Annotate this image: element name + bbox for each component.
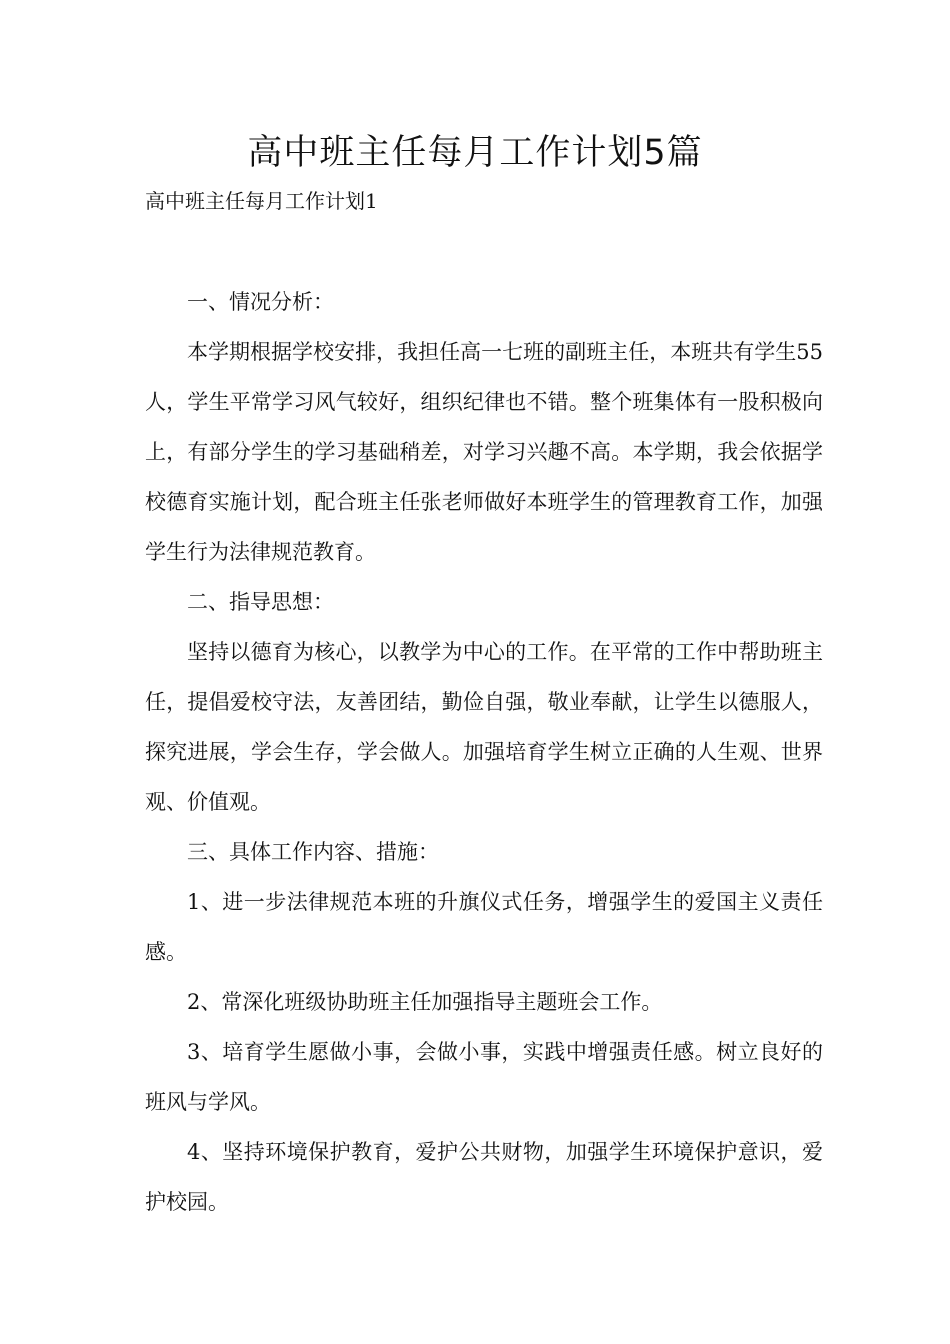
measure-item-1: 1、进一步法律规范本班的升旗仪式任务，增强学生的爱国主义责任感。 [145, 890, 823, 964]
section-heading-guiding-thought: 二、指导思想： [187, 590, 334, 614]
measure-item-3: 3、培育学生愿做小事，会做小事，实践中增强责任感。树立良好的班风与学风。 [145, 1040, 823, 1114]
measure-item-2: 2、常深化班级协助班主任加强指导主题班会工作。 [187, 990, 663, 1014]
paragraph-guiding-thought: 坚持以德育为核心，以教学为中心的工作。在平常的工作中帮助班主任，提倡爱校守法，友善团结，勤俭自强，敬业奉献，让学生以德服人，探究进展，学会生存，学会做人。加强培育学生树立正确的人生观、世界观、价值观。 [145, 640, 823, 814]
document-title: 高中班主任每月工作计划5篇 [247, 133, 703, 173]
document-subtitle: 高中班主任每月工作计划1 [145, 189, 378, 213]
section-heading-situation: 一、情况分析： [187, 290, 334, 314]
measure-item-4: 4、坚持环境保护教育，爱护公共财物，加强学生环境保护意识，爱护校园。 [145, 1140, 823, 1214]
paragraph-situation: 本学期根据学校安排，我担任高一七班的副班主任，本班共有学生55人，学生平常学习风气较好，组织纪律也不错。整个班集体有一股积极向上，有部分学生的学习基础稍差，对学习兴趣不高。本学期，我会依据学校德育实施计划，配合班主任张老师做好本班学生的管理教育工作，加强学生行为法律规范教育。 [145, 340, 823, 564]
document-body [145, 277, 823, 1227]
section-heading-measures: 三、具体工作内容、措施： [187, 840, 439, 864]
